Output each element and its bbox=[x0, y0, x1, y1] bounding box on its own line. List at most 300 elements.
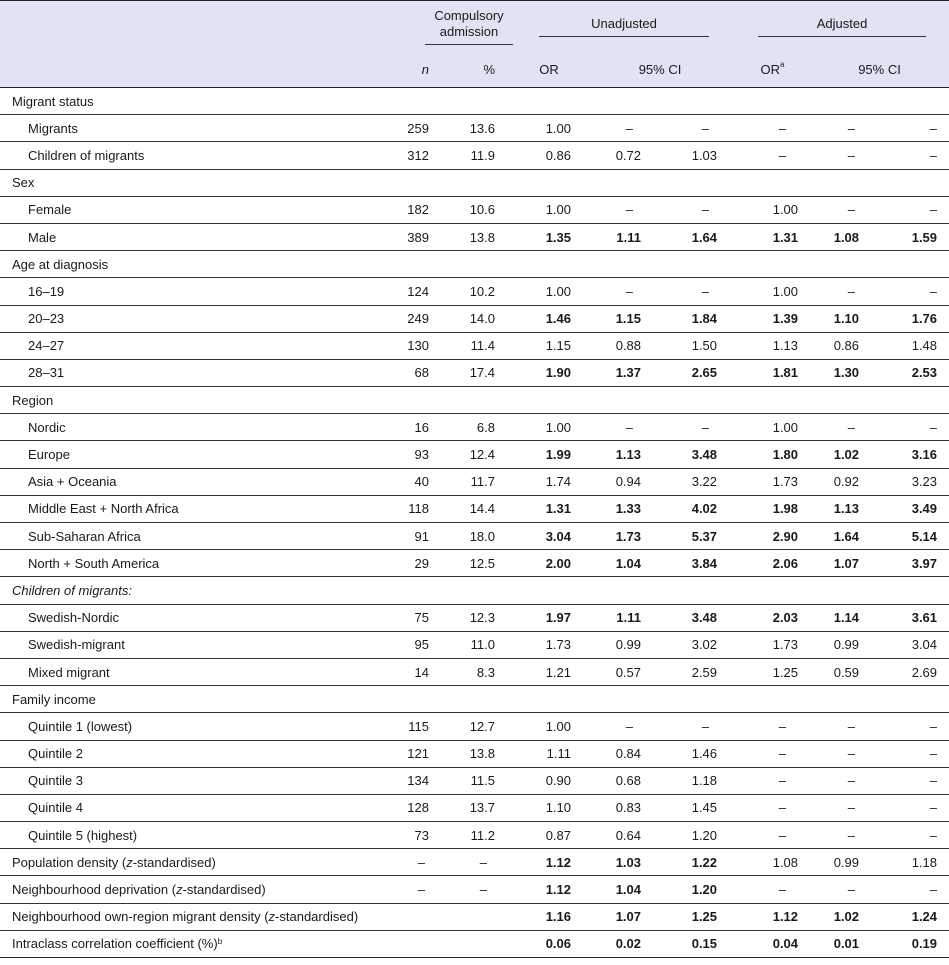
cell-aor: – bbox=[735, 876, 810, 903]
row-label-end: -standardised) bbox=[132, 854, 216, 870]
cell-or: 3.04 bbox=[513, 523, 585, 550]
cell-ci-hi: 1.20 bbox=[655, 822, 735, 849]
cell-or: 1.46 bbox=[513, 305, 585, 332]
row-label bbox=[0, 767, 397, 794]
cell-or: 0.87 bbox=[513, 822, 585, 849]
cell-ci-hi: 5.37 bbox=[655, 523, 735, 550]
cell-aci-hi: 1.59 bbox=[877, 223, 949, 250]
cell-n: 93 bbox=[397, 441, 441, 468]
cell-pct bbox=[441, 903, 513, 930]
cell-aci-lo: 1.02 bbox=[810, 903, 877, 930]
cell-aci-lo bbox=[810, 169, 877, 196]
row-label-text: Europe bbox=[28, 447, 70, 463]
section-label bbox=[0, 251, 397, 278]
row-label-text: 24–27 bbox=[28, 338, 65, 354]
cell-aci-lo: – bbox=[810, 794, 877, 821]
cell-aci-lo bbox=[810, 577, 877, 604]
cell-aor: 1.80 bbox=[735, 441, 810, 468]
cell-aci-hi: – bbox=[877, 713, 949, 740]
cell-aor: 2.03 bbox=[735, 604, 810, 631]
cell-aci-hi: – bbox=[877, 794, 949, 821]
cell-or: 1.12 bbox=[513, 849, 585, 876]
row-label-italic: z bbox=[268, 909, 276, 925]
cell-or: 1.00 bbox=[513, 713, 585, 740]
cell-aor bbox=[735, 169, 810, 196]
cell-or: 1.11 bbox=[513, 740, 585, 767]
cell-aci-lo: 1.64 bbox=[810, 523, 877, 550]
cell-or: 1.12 bbox=[513, 876, 585, 903]
table-row bbox=[0, 495, 949, 522]
row-label-text: Neighbourhood deprivation ( bbox=[12, 882, 177, 898]
cell-aor: 1.00 bbox=[735, 278, 810, 305]
cell-ci-hi: 4.02 bbox=[655, 495, 735, 522]
cell-aor: 1.73 bbox=[735, 468, 810, 495]
cell-pct: 13.6 bbox=[441, 115, 513, 142]
cell-aci-lo: 1.30 bbox=[810, 359, 877, 386]
cell-n: 182 bbox=[397, 196, 441, 223]
cell-or bbox=[513, 251, 585, 278]
table-row bbox=[0, 441, 949, 468]
cell-ci-lo: – bbox=[585, 196, 655, 223]
cell-aci-hi bbox=[877, 251, 949, 278]
cell-n: 91 bbox=[397, 523, 441, 550]
row-label-text: North + South America bbox=[28, 555, 160, 571]
cell-ci-hi: – bbox=[655, 713, 735, 740]
cell-pct bbox=[441, 686, 513, 713]
cell-pct bbox=[441, 169, 513, 196]
cell-pct bbox=[441, 387, 513, 414]
cell-pct: – bbox=[441, 849, 513, 876]
table-row bbox=[0, 849, 949, 876]
cell-aci-lo: 1.07 bbox=[810, 550, 877, 577]
cell-n: 118 bbox=[397, 495, 441, 522]
table-row bbox=[0, 278, 949, 305]
row-label-text: Nordic bbox=[28, 419, 66, 435]
cell-ci-lo: 0.68 bbox=[585, 767, 655, 794]
cell-pct: 11.2 bbox=[441, 822, 513, 849]
cell-ci-hi: 1.03 bbox=[655, 142, 735, 169]
cell-ci-lo bbox=[585, 577, 655, 604]
cell-or: 1.97 bbox=[513, 604, 585, 631]
cell-pct bbox=[441, 251, 513, 278]
header-adjusted-or bbox=[735, 51, 810, 88]
cell-aci-hi: – bbox=[877, 876, 949, 903]
cell-pct: 18.0 bbox=[441, 523, 513, 550]
cell-aci-lo bbox=[810, 686, 877, 713]
cell-ci-hi: – bbox=[655, 414, 735, 441]
cell-aci-hi: – bbox=[877, 196, 949, 223]
cell-aor: 1.13 bbox=[735, 332, 810, 359]
cell-aor: 1.12 bbox=[735, 903, 810, 930]
cell-or: 1.99 bbox=[513, 441, 585, 468]
cell-ci-hi bbox=[655, 169, 735, 196]
row-label-text: Female bbox=[28, 202, 72, 218]
cell-aor: – bbox=[735, 115, 810, 142]
cell-ci-hi: 1.20 bbox=[655, 876, 735, 903]
cell-aci-hi: 3.97 bbox=[877, 550, 949, 577]
cell-aci-lo: 0.99 bbox=[810, 631, 877, 658]
section-row bbox=[0, 577, 949, 604]
row-label-text: Children of migrants: bbox=[12, 582, 132, 598]
cell-or: 0.06 bbox=[513, 930, 585, 957]
row-label-text: Age at diagnosis bbox=[12, 256, 109, 272]
row-label-text: Swedish-migrant bbox=[28, 637, 125, 653]
row-label-end: -standardised) bbox=[182, 882, 266, 898]
cell-n bbox=[397, 251, 441, 278]
cell-aor: 1.98 bbox=[735, 495, 810, 522]
cell-ci-hi bbox=[655, 387, 735, 414]
section-row bbox=[0, 169, 949, 196]
cell-n bbox=[397, 88, 441, 115]
cell-n: 259 bbox=[397, 115, 441, 142]
cell-pct: 17.4 bbox=[441, 359, 513, 386]
cell-ci-lo: 1.73 bbox=[585, 523, 655, 550]
cell-aci-lo: 0.92 bbox=[810, 468, 877, 495]
row-label bbox=[0, 305, 397, 332]
row-label bbox=[0, 631, 397, 658]
cell-aor: 1.39 bbox=[735, 305, 810, 332]
cell-aci-lo: – bbox=[810, 740, 877, 767]
cell-aci-hi: 1.48 bbox=[877, 332, 949, 359]
cell-pct: 12.5 bbox=[441, 550, 513, 577]
cell-ci-lo: 0.88 bbox=[585, 332, 655, 359]
cell-aci-hi: 3.04 bbox=[877, 631, 949, 658]
cell-n: – bbox=[397, 876, 441, 903]
cell-pct: 12.3 bbox=[441, 604, 513, 631]
table-row bbox=[0, 223, 949, 250]
row-label-text: 16–19 bbox=[28, 283, 65, 299]
cell-ci-hi: – bbox=[655, 115, 735, 142]
cell-n: 75 bbox=[397, 604, 441, 631]
table-row bbox=[0, 332, 949, 359]
cell-pct: 13.8 bbox=[441, 223, 513, 250]
table-body bbox=[0, 88, 949, 958]
cell-n: 29 bbox=[397, 550, 441, 577]
cell-ci-lo: 1.37 bbox=[585, 359, 655, 386]
row-label bbox=[0, 849, 397, 876]
row-label-text: Intraclass correlation coefficient (%) bbox=[12, 936, 218, 952]
row-label bbox=[0, 495, 397, 522]
cell-or: 1.00 bbox=[513, 115, 585, 142]
cell-aci-lo bbox=[810, 88, 877, 115]
table-row bbox=[0, 115, 949, 142]
cell-pct: 11.0 bbox=[441, 631, 513, 658]
cell-aci-lo: 1.13 bbox=[810, 495, 877, 522]
cell-pct: – bbox=[441, 876, 513, 903]
cell-ci-lo: 0.57 bbox=[585, 658, 655, 685]
cell-ci-hi: 2.65 bbox=[655, 359, 735, 386]
cell-aci-lo bbox=[810, 251, 877, 278]
cell-aci-hi: – bbox=[877, 278, 949, 305]
cell-or bbox=[513, 577, 585, 604]
table-row bbox=[0, 359, 949, 386]
cell-ci-lo: 1.11 bbox=[585, 223, 655, 250]
cell-aci-lo: 0.59 bbox=[810, 658, 877, 685]
cell-or: 0.90 bbox=[513, 767, 585, 794]
table-row bbox=[0, 876, 949, 903]
cell-ci-lo bbox=[585, 88, 655, 115]
table-row bbox=[0, 550, 949, 577]
table-row bbox=[0, 305, 949, 332]
cell-ci-lo: 0.72 bbox=[585, 142, 655, 169]
cell-ci-lo: 1.15 bbox=[585, 305, 655, 332]
cell-aor: – bbox=[735, 767, 810, 794]
cell-ci-hi bbox=[655, 251, 735, 278]
cell-ci-hi bbox=[655, 686, 735, 713]
cell-pct bbox=[441, 88, 513, 115]
row-label-text: Sub-Saharan Africa bbox=[28, 528, 141, 544]
cell-aor: 1.08 bbox=[735, 849, 810, 876]
cell-aci-hi bbox=[877, 387, 949, 414]
cell-aci-lo: – bbox=[810, 414, 877, 441]
cell-aci-lo: – bbox=[810, 196, 877, 223]
header-pct: % bbox=[441, 51, 513, 88]
cell-aci-lo: 1.08 bbox=[810, 223, 877, 250]
cell-ci-hi: 1.46 bbox=[655, 740, 735, 767]
cell-aci-lo: 1.02 bbox=[810, 441, 877, 468]
cell-ci-lo: 1.33 bbox=[585, 495, 655, 522]
cell-ci-hi: 3.48 bbox=[655, 441, 735, 468]
header-n: n bbox=[397, 51, 441, 88]
row-label-text: Population density ( bbox=[12, 854, 127, 870]
row-label bbox=[0, 713, 397, 740]
cell-aci-hi bbox=[877, 169, 949, 196]
cell-ci-hi: 1.45 bbox=[655, 794, 735, 821]
row-label-text: Middle East + North Africa bbox=[28, 501, 179, 517]
cell-aci-lo: – bbox=[810, 713, 877, 740]
cell-or: 1.00 bbox=[513, 414, 585, 441]
cell-or: 1.16 bbox=[513, 903, 585, 930]
row-label bbox=[0, 740, 397, 767]
cell-n: – bbox=[397, 849, 441, 876]
cell-ci-lo: – bbox=[585, 278, 655, 305]
row-label-text: Asia + Oceania bbox=[28, 474, 117, 490]
cell-aci-hi: – bbox=[877, 740, 949, 767]
header-or: OR bbox=[513, 51, 585, 88]
row-label bbox=[0, 903, 397, 930]
row-label-text: 20–23 bbox=[28, 311, 65, 327]
cell-aci-hi: – bbox=[877, 822, 949, 849]
row-label bbox=[0, 441, 397, 468]
cell-n: 121 bbox=[397, 740, 441, 767]
row-label-text: 28–31 bbox=[28, 365, 65, 381]
cell-ci-lo: 0.94 bbox=[585, 468, 655, 495]
cell-aci-lo: – bbox=[810, 822, 877, 849]
cell-ci-hi: 3.84 bbox=[655, 550, 735, 577]
table-row bbox=[0, 414, 949, 441]
cell-or: 1.00 bbox=[513, 278, 585, 305]
cell-or: 1.73 bbox=[513, 631, 585, 658]
cell-or bbox=[513, 169, 585, 196]
cell-ci-hi: 1.50 bbox=[655, 332, 735, 359]
cell-aci-hi: 3.61 bbox=[877, 604, 949, 631]
cell-pct: 13.7 bbox=[441, 794, 513, 821]
cell-aci-lo bbox=[810, 387, 877, 414]
cell-n: 68 bbox=[397, 359, 441, 386]
cell-ci-lo: 1.07 bbox=[585, 903, 655, 930]
cell-aor: 1.25 bbox=[735, 658, 810, 685]
section-label bbox=[0, 577, 397, 604]
row-label bbox=[0, 604, 397, 631]
cell-aci-hi: 1.18 bbox=[877, 849, 949, 876]
section-label bbox=[0, 387, 397, 414]
cell-n bbox=[397, 577, 441, 604]
cell-aor: 2.06 bbox=[735, 550, 810, 577]
cell-pct: 6.8 bbox=[441, 414, 513, 441]
row-label-text: Region bbox=[12, 392, 54, 408]
cell-aci-lo: 1.14 bbox=[810, 604, 877, 631]
cell-ci-hi bbox=[655, 88, 735, 115]
cell-aor bbox=[735, 251, 810, 278]
row-label bbox=[0, 332, 397, 359]
cell-pct: 12.7 bbox=[441, 713, 513, 740]
row-label bbox=[0, 278, 397, 305]
cell-ci-hi: 1.18 bbox=[655, 767, 735, 794]
cell-n: 312 bbox=[397, 142, 441, 169]
cell-aor: 1.81 bbox=[735, 359, 810, 386]
cell-ci-lo bbox=[585, 251, 655, 278]
cell-pct bbox=[441, 930, 513, 957]
section-row bbox=[0, 686, 949, 713]
cell-ci-lo bbox=[585, 169, 655, 196]
header-adjusted bbox=[735, 1, 949, 52]
cell-aor: 1.00 bbox=[735, 196, 810, 223]
row-label-text: Swedish-Nordic bbox=[28, 610, 120, 626]
cell-ci-lo: 1.11 bbox=[585, 604, 655, 631]
cell-or: 2.00 bbox=[513, 550, 585, 577]
cell-n: 130 bbox=[397, 332, 441, 359]
cell-n bbox=[397, 903, 441, 930]
row-label bbox=[0, 414, 397, 441]
cell-aci-hi bbox=[877, 686, 949, 713]
row-label bbox=[0, 658, 397, 685]
row-label-text: Quintile 2 bbox=[28, 746, 83, 762]
row-label-text: Neighbourhood own-region migrant density ( bbox=[12, 909, 269, 925]
cell-pct: 11.7 bbox=[441, 468, 513, 495]
cell-n bbox=[397, 686, 441, 713]
header-adjusted-or-label: OR bbox=[760, 61, 781, 77]
cell-or bbox=[513, 88, 585, 115]
cell-or: 1.21 bbox=[513, 658, 585, 685]
cell-aci-hi: 3.49 bbox=[877, 495, 949, 522]
cell-aor: – bbox=[735, 713, 810, 740]
cell-aor bbox=[735, 686, 810, 713]
cell-ci-lo: 0.84 bbox=[585, 740, 655, 767]
row-label bbox=[0, 223, 397, 250]
table-row bbox=[0, 604, 949, 631]
section-row bbox=[0, 88, 949, 115]
cell-aci-hi: – bbox=[877, 142, 949, 169]
cell-n: 249 bbox=[397, 305, 441, 332]
section-row bbox=[0, 251, 949, 278]
cell-pct: 10.6 bbox=[441, 196, 513, 223]
cell-ci-lo: 0.83 bbox=[585, 794, 655, 821]
cell-aor: 1.00 bbox=[735, 414, 810, 441]
cell-ci-hi: 0.15 bbox=[655, 930, 735, 957]
cell-n bbox=[397, 930, 441, 957]
cell-ci-hi bbox=[655, 577, 735, 604]
cell-or: 1.90 bbox=[513, 359, 585, 386]
row-label-text: Sex bbox=[12, 175, 35, 191]
cell-pct: 11.9 bbox=[441, 142, 513, 169]
cell-ci-hi: – bbox=[655, 196, 735, 223]
cell-n: 134 bbox=[397, 767, 441, 794]
cell-aci-hi: 1.76 bbox=[877, 305, 949, 332]
table-row bbox=[0, 468, 949, 495]
header-compulsory-line2: admission bbox=[439, 23, 499, 39]
cell-ci-hi: 3.22 bbox=[655, 468, 735, 495]
header-compulsory-admission bbox=[397, 1, 513, 52]
cell-ci-hi: 1.84 bbox=[655, 305, 735, 332]
cell-aci-hi bbox=[877, 577, 949, 604]
cell-aci-hi: 3.23 bbox=[877, 468, 949, 495]
header-blank bbox=[0, 1, 397, 52]
cell-aci-lo: – bbox=[810, 876, 877, 903]
header-adjusted-ci: 95% CI bbox=[810, 51, 949, 88]
cell-ci-lo: 0.02 bbox=[585, 930, 655, 957]
row-label-text: Migrants bbox=[28, 120, 78, 136]
cell-aci-hi: 0.19 bbox=[877, 930, 949, 957]
cell-n: 40 bbox=[397, 468, 441, 495]
row-label-text: Quintile 1 (lowest) bbox=[28, 718, 133, 734]
cell-pct: 8.3 bbox=[441, 658, 513, 685]
cell-aci-lo: – bbox=[810, 767, 877, 794]
cell-n: 389 bbox=[397, 223, 441, 250]
row-label-text: Male bbox=[28, 229, 57, 245]
cell-aci-hi: – bbox=[877, 115, 949, 142]
row-label-text: Quintile 5 (highest) bbox=[28, 827, 138, 843]
cell-aci-hi: 2.53 bbox=[877, 359, 949, 386]
cell-aor: – bbox=[735, 794, 810, 821]
cell-pct: 10.2 bbox=[441, 278, 513, 305]
cell-aci-hi: – bbox=[877, 767, 949, 794]
row-label bbox=[0, 822, 397, 849]
table-row bbox=[0, 713, 949, 740]
footnote-b-marker: b bbox=[217, 937, 223, 947]
row-label bbox=[0, 115, 397, 142]
cell-aci-lo: 0.01 bbox=[810, 930, 877, 957]
cell-aor bbox=[735, 577, 810, 604]
header-ci: 95% CI bbox=[585, 51, 735, 88]
cell-pct: 11.5 bbox=[441, 767, 513, 794]
cell-aci-lo: 0.86 bbox=[810, 332, 877, 359]
cell-aor: 2.90 bbox=[735, 523, 810, 550]
row-label bbox=[0, 550, 397, 577]
row-label bbox=[0, 930, 397, 957]
header-compulsory-line1: Compulsory bbox=[434, 7, 504, 23]
row-label bbox=[0, 794, 397, 821]
section-label bbox=[0, 686, 397, 713]
cell-ci-hi: 3.48 bbox=[655, 604, 735, 631]
row-label bbox=[0, 468, 397, 495]
cell-ci-lo: 1.04 bbox=[585, 550, 655, 577]
header-unadjusted bbox=[513, 1, 735, 52]
cell-n: 95 bbox=[397, 631, 441, 658]
table-row bbox=[0, 142, 949, 169]
cell-or: 1.00 bbox=[513, 196, 585, 223]
cell-aor bbox=[735, 387, 810, 414]
cell-pct: 12.4 bbox=[441, 441, 513, 468]
row-label bbox=[0, 142, 397, 169]
table-row bbox=[0, 740, 949, 767]
cell-ci-lo: – bbox=[585, 115, 655, 142]
table-row bbox=[0, 822, 949, 849]
cell-ci-lo: 0.99 bbox=[585, 631, 655, 658]
row-label bbox=[0, 359, 397, 386]
cell-ci-lo: – bbox=[585, 713, 655, 740]
cell-or: 1.35 bbox=[513, 223, 585, 250]
cell-or: 1.15 bbox=[513, 332, 585, 359]
